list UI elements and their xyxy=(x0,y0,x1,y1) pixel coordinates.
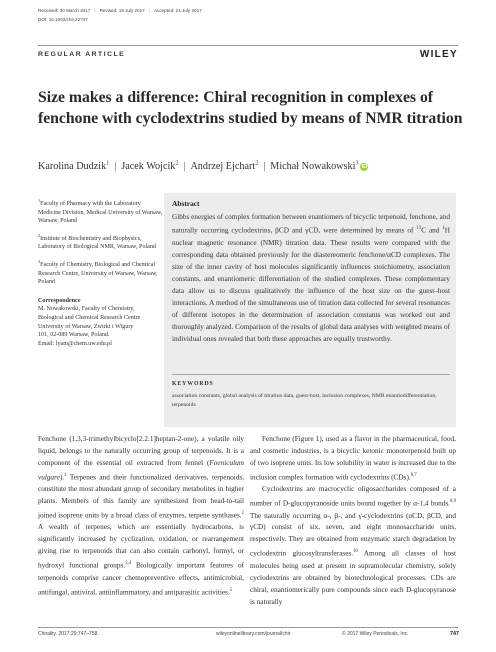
keywords-text: association constants, global analysis of titration data, guest-host, inclusion complexes, NMR enantiodifferentiation, terpenoids xyxy=(172,393,437,408)
affiliation: $^2$Institute of Biochemistry and Biophysics, Laboratory of Biological NMR, Warsaw, Poland xyxy=(38,232,156,251)
reference-link[interactable]: 10 xyxy=(353,549,358,555)
body-paragraph: Fenchone (Figure 1), used as a flavor in the pharmaceutical, food, and cosmetic industries, is a bicyclic ketonic monoterpenoid built up of two isoprene units. Its low solubility in water is increased due to the inclusion complex formation with cyclodextrins (CDs).$^{6,7}$ xyxy=(250,435,456,482)
date-separator: | xyxy=(148,8,150,13)
reference-link[interactable]: 1 xyxy=(64,472,67,478)
correspondence-details: M. Nowakowski, Faculty of Chemistry, Biological and Chemical Research Centre University of Warsaw, Zwirki i Wigury 101, 02-089 Warsaw, Poland. Email: lyam@chem.uw.edu.pl xyxy=(38,306,141,347)
reference-link[interactable]: 5 xyxy=(229,587,233,593)
author[interactable]: Karolina Dudzik$^1$ xyxy=(38,161,110,173)
author-separator: | xyxy=(183,161,186,173)
copyright: © 2017 Wiley Periodicals, Inc. xyxy=(342,631,409,637)
orcid-icon[interactable]: iD xyxy=(361,164,368,171)
reference-link[interactable]: 8,9 xyxy=(450,499,456,505)
body-column-left xyxy=(38,434,244,599)
publisher-logo: WILEY xyxy=(419,49,458,60)
accepted-date: Accepted: 21 July 2017 xyxy=(153,8,202,13)
author[interactable]: Andrzej Ejchart$^2$ xyxy=(190,161,259,173)
reference-link[interactable]: 6,7 xyxy=(410,472,417,478)
abstract-heading: Abstract xyxy=(172,199,200,208)
article-title: Size makes a difference: Chiral recognition in complexes of fenchone with cyclodextrins studied by means of NMR titration xyxy=(38,89,463,127)
author-separator: | xyxy=(263,161,266,173)
keywords-rule xyxy=(172,374,450,375)
article-type: REGULAR ARTICLE xyxy=(38,51,126,58)
author-separator: | xyxy=(114,161,117,173)
correspondence-heading: Correspondence xyxy=(38,297,81,304)
author-list xyxy=(38,161,368,172)
received-date: Received: 30 March 2017 xyxy=(38,8,91,13)
affiliation: $^1$Faculty of Pharmacy with the Laboratory Medicine Division, Medical University of Warsaw, Warsaw, Poland xyxy=(38,198,163,225)
body-paragraph: Cyclodextrins are macrocyclic oligosaccharides composed of a number of D-glucopyranoside units bound together by α-1,4 bonds.$^{8,9}$ The naturally occurring α-, β-, and γ-cyclodextrins (αCD, βCD, and γCD) consist of six, seven, and eight monosaccharide units, respectively. They are obtained from enzymatic starch degradation by cyclodextrin glucosyltransferases.$^{10}$ Among all classes of host molecules being used at present in supramolecular chemistry, solely cyclodextrins are obtained by biotechnological processes. CDs are chiral, enantiomerically pure compounds since each D-glucopyranose is naturally xyxy=(250,485,456,606)
doi[interactable]: DOI: 10.1002/chir.22747 xyxy=(38,17,88,22)
journal-citation: Chirality. 2017;29:747–758. xyxy=(38,631,99,637)
affiliations xyxy=(38,197,164,348)
abstract-text: Gibbs energies of complex formation between enantiomers of bicyclic terpenoid, fenchone, and naturally occurring cyclodextrins, βCD and γCD, were determined by means of $^{13}$C and $^1$H nuclear magnetic resonance (NMR) titration data. These results were compared with the corresponding data obtained previously for the diastereomeric fenchone/αCD complexes. The size of the inner cavity of host molecules significantly influences stoichiometry, association constants, and enantiomeric differentiation of the studied complexes. These complementary data allow us to discuss qualitatively the influence of the host size on the guest–host interactions. A method of the simultaneous use of titration data collected for several resonances of different isotopes in the determination of association constants was worked out and thoroughly analyzed. Comparison of the results of global data analyses with weighted means of individual ones revealed that both these approaches are equally trustworthy. xyxy=(172,213,450,344)
keywords-heading: KEYWORDS xyxy=(172,381,214,387)
article-dates xyxy=(38,8,202,13)
footer-rule xyxy=(38,627,458,628)
date-separator: | xyxy=(94,8,96,13)
body-paragraph: Fenchone (1,3,3-trimethylbicyclo[2.2.1]heptan-2-one), a volatile oily liquid, belongs to the naturally occurring group of terpenoids. It is a component of the essential oil extracted from fennel (Foeniculum vulgare).$^1$ Terpenes and their functionalized derivatives, terpenoids, constitute the most abundant group of secondary metabolites in higher plants. Members of this family are synthesized from head-to-tail joined isoprene units by a broad class of enzymes, terpene synthases.$^2$ A wealth of terpenes, which are essentially hydrocarbons, is significantly increased by cyclization, oxidation, or rearrangement giving rise to terpenoids that can also contain carbonyl, formyl, or hydroxyl functional groups.$^{3,4}$ Biologically important features of terpenoids comprise cancer chemopreventive effects, antimicrobial, antifungal, antiviral, antiinflammatory, and antiparasitic activities.$^5$ xyxy=(38,435,244,597)
author[interactable]: Jacek Wojcik$^2$ xyxy=(121,161,179,173)
header-rule xyxy=(38,45,458,46)
affiliation: $^3$Faculty of Chemistry, Biological and Chemical Research Centre, University of Warsaw, Warsaw, Poland xyxy=(38,259,158,286)
body-column-right xyxy=(250,434,456,609)
reference-link[interactable]: 3,4 xyxy=(125,561,132,567)
journal-url[interactable]: wileyonlinelibrary.com/journal/chir xyxy=(216,631,291,637)
author[interactable]: Michał Nowakowski$^3$ xyxy=(270,161,359,173)
page-number: 747 xyxy=(450,631,459,637)
revised-date: Revised: 19 July 2017 xyxy=(99,8,145,13)
reference-link[interactable]: 2 xyxy=(241,511,244,517)
